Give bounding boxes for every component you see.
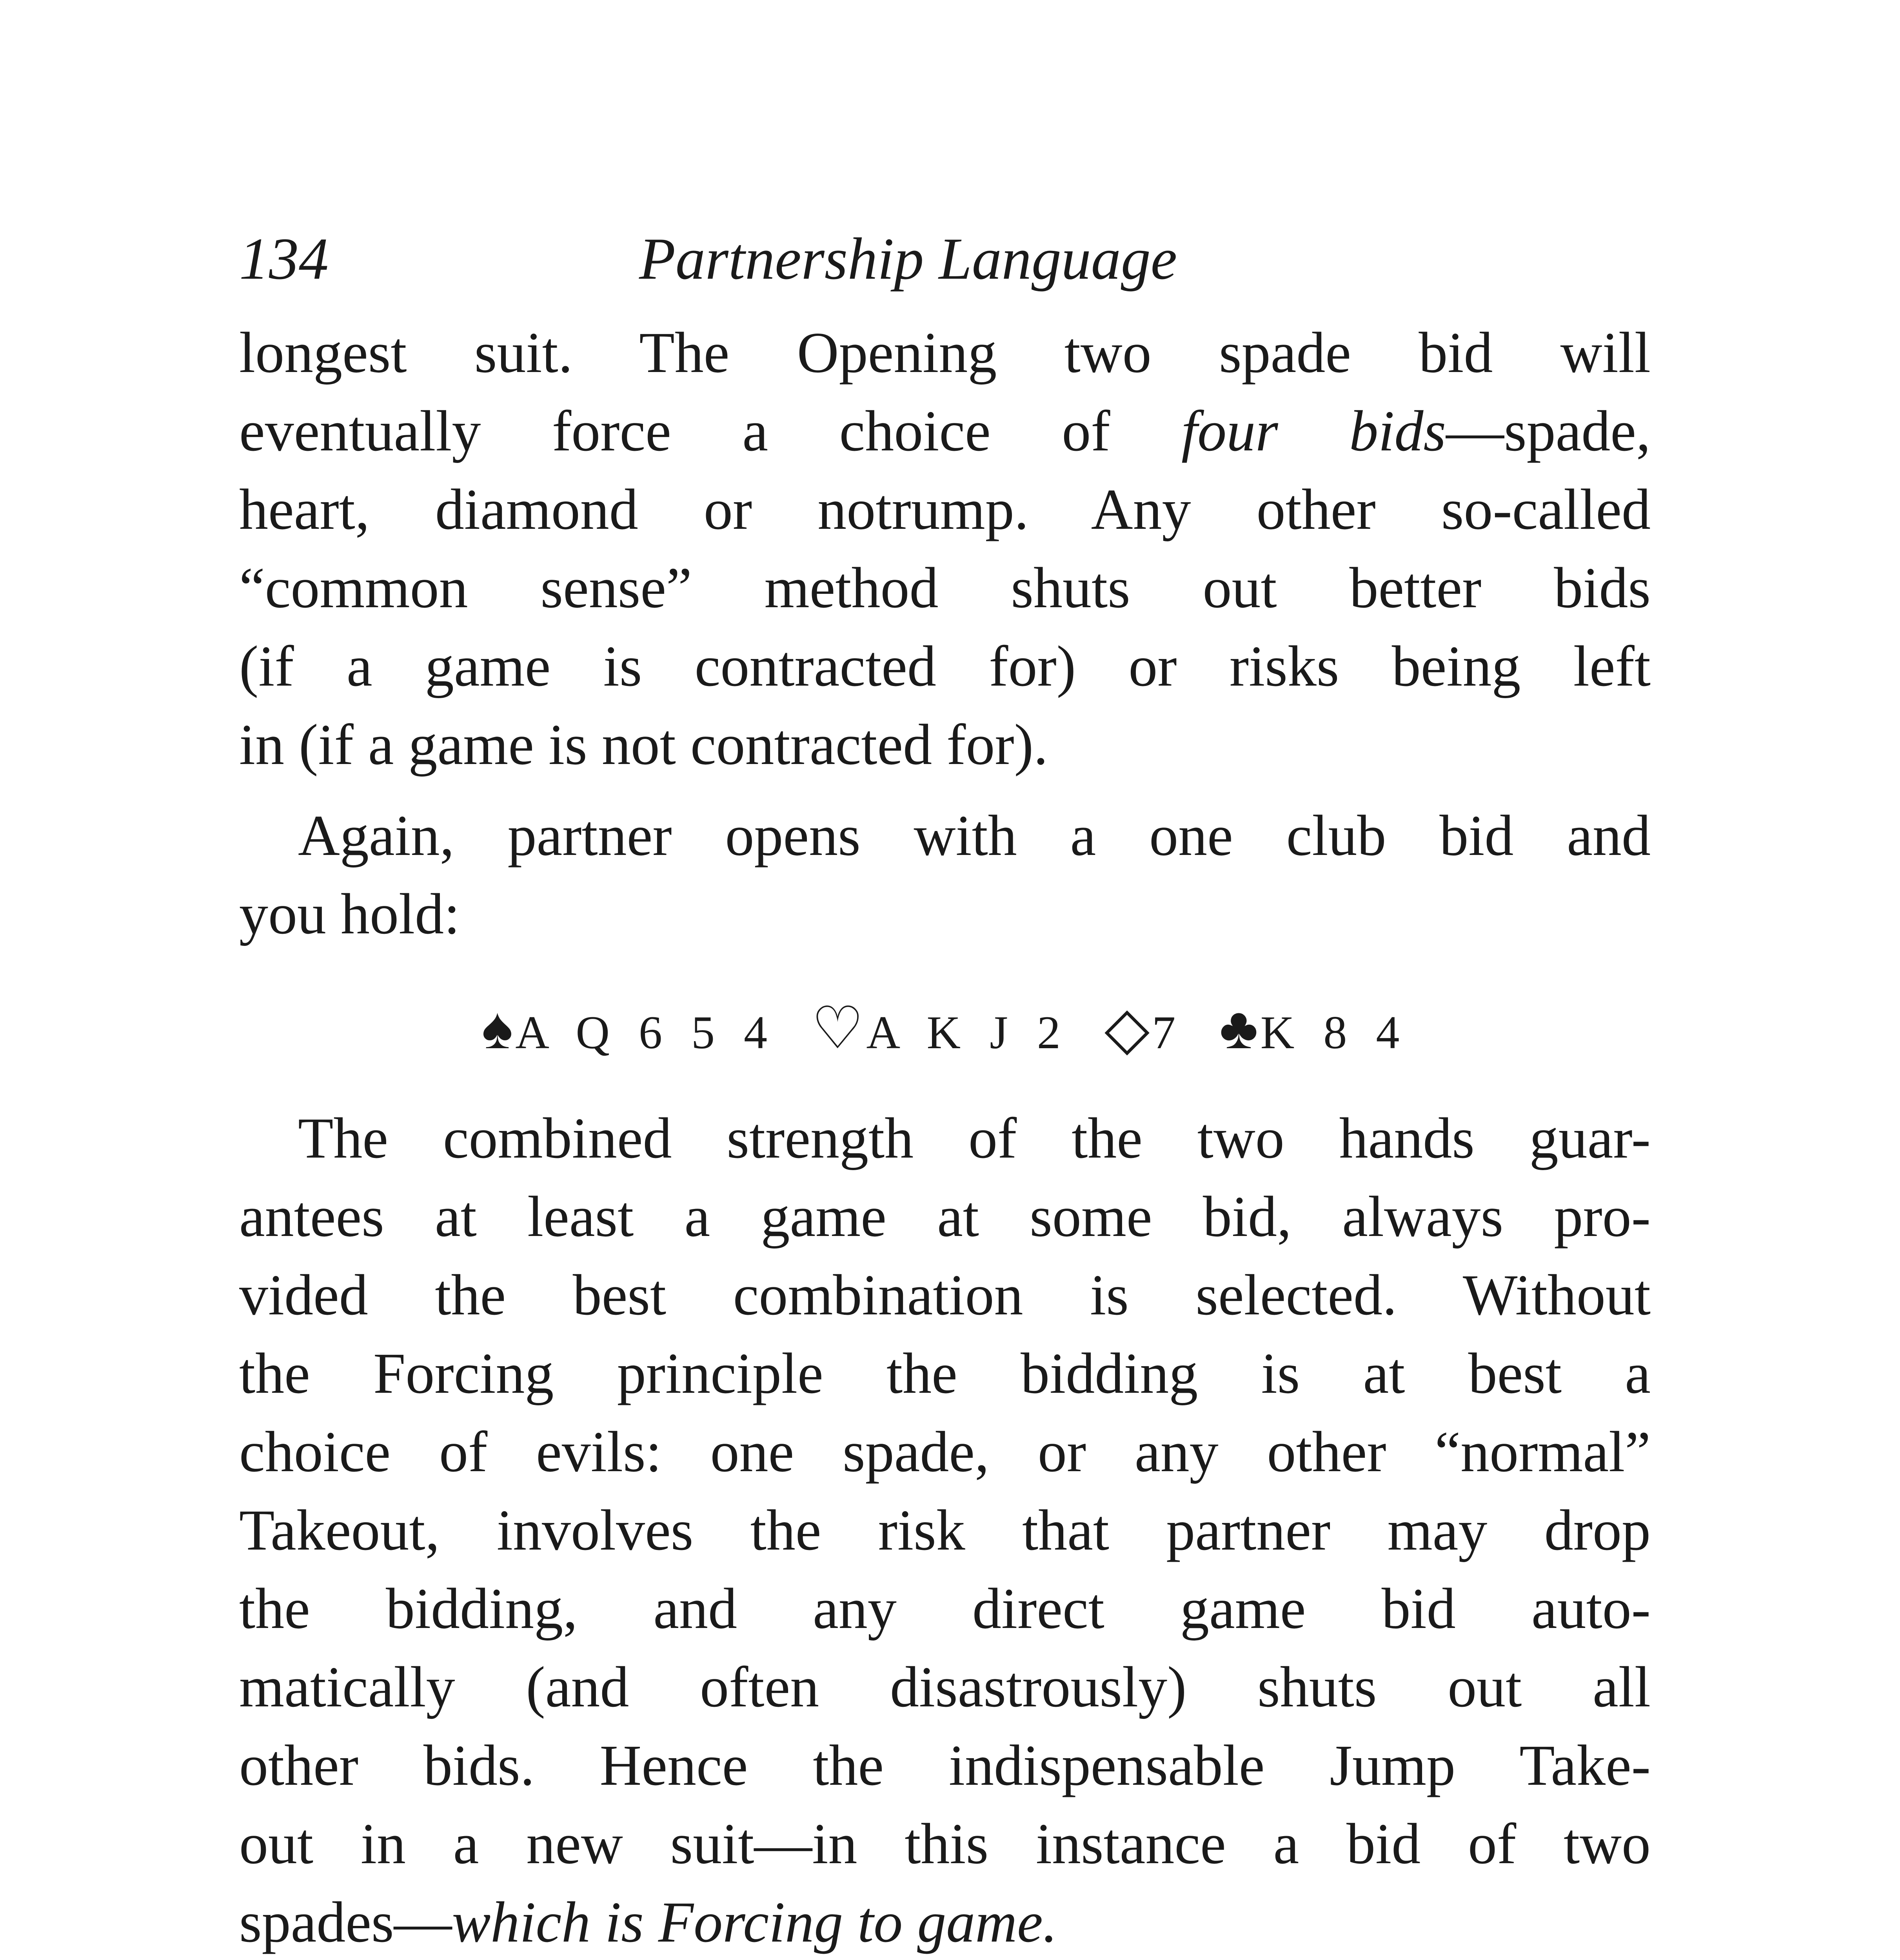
text-line [239,549,1651,627]
text-run: out in a new suit—in this instance a bid of two [239,1812,1651,1876]
text-run: vided the best combination is selected. Without [239,1263,1651,1327]
text-line [239,392,1651,470]
italic-run: four bids [1181,399,1446,463]
paragraph [239,797,1651,953]
text-run: (if a game is contracted for) or risks being left [239,634,1651,699]
text-run: the bidding, and any direct game bid auto- [239,1577,1651,1641]
suit-cards: A Q 6 5 4 [515,1006,776,1058]
suit-symbol: ♡ [811,996,864,1061]
text-line [239,797,1651,875]
text-line [239,1491,1651,1570]
page-header [239,220,1651,314]
text-line [239,1099,1651,1178]
text-run: matically (and often disastrously) shuts out all [239,1655,1651,1719]
body-text [239,314,1651,1960]
text-run: Takeout, involves the risk that partner may drop [239,1498,1651,1563]
text-run: “common sense” method shuts out better bids [239,556,1651,620]
text-run: you hold: [239,882,460,946]
text-line [239,1413,1651,1491]
text-line [239,706,1651,784]
text-line [239,1178,1651,1256]
text-run: —spade, [1446,399,1651,463]
text-line [239,314,1651,392]
text-run: Again, partner opens with a one club bid and [298,804,1651,868]
text-run: heart, diamond or notrump. Any other so-called [239,477,1651,542]
page-number: 134 [239,226,329,292]
text-run: in (if a game is not contracted for). [239,713,1048,777]
text-run: The combined strength of the two hands guar- [298,1106,1651,1171]
text-line [239,470,1651,549]
text-line [239,1334,1651,1413]
text-run: other bids. Hence the indispensable Jump Take- [239,1733,1651,1798]
italic-run: which is Forcing to game. [452,1890,1057,1955]
bridge-hand [239,966,1651,1091]
suit-symbol: ♣ [1219,996,1258,1061]
suit-cards: K 8 4 [1260,1006,1408,1058]
text-line [239,875,1651,953]
suit-symbol: ♠ [481,996,513,1061]
suit-symbol: ◇ [1104,996,1150,1061]
text-line [239,1256,1651,1334]
text-line [239,1726,1651,1805]
running-title: Partnership Language [639,226,1177,292]
text-line [239,627,1651,706]
suit-cards: A K J 2 [866,1006,1069,1058]
text-run: longest suit. The Opening two spade bid will [239,321,1651,385]
text-run: spades— [239,1890,452,1955]
text-run: eventually force a choice of [239,399,1182,463]
text-line [239,1570,1651,1648]
text-run: the Forcing principle the bidding is at best a [239,1341,1651,1406]
text-run: choice of evils: one spade, or any other “normal” [239,1420,1651,1484]
paragraph [239,1099,1651,1960]
text-line [239,1805,1651,1883]
paragraph [239,314,1651,784]
text-line [239,1883,1651,1960]
text-run: antees at least a game at some bid, always pro- [239,1185,1651,1249]
suit-cards: 7 [1152,1006,1184,1058]
text-line [239,1648,1651,1726]
